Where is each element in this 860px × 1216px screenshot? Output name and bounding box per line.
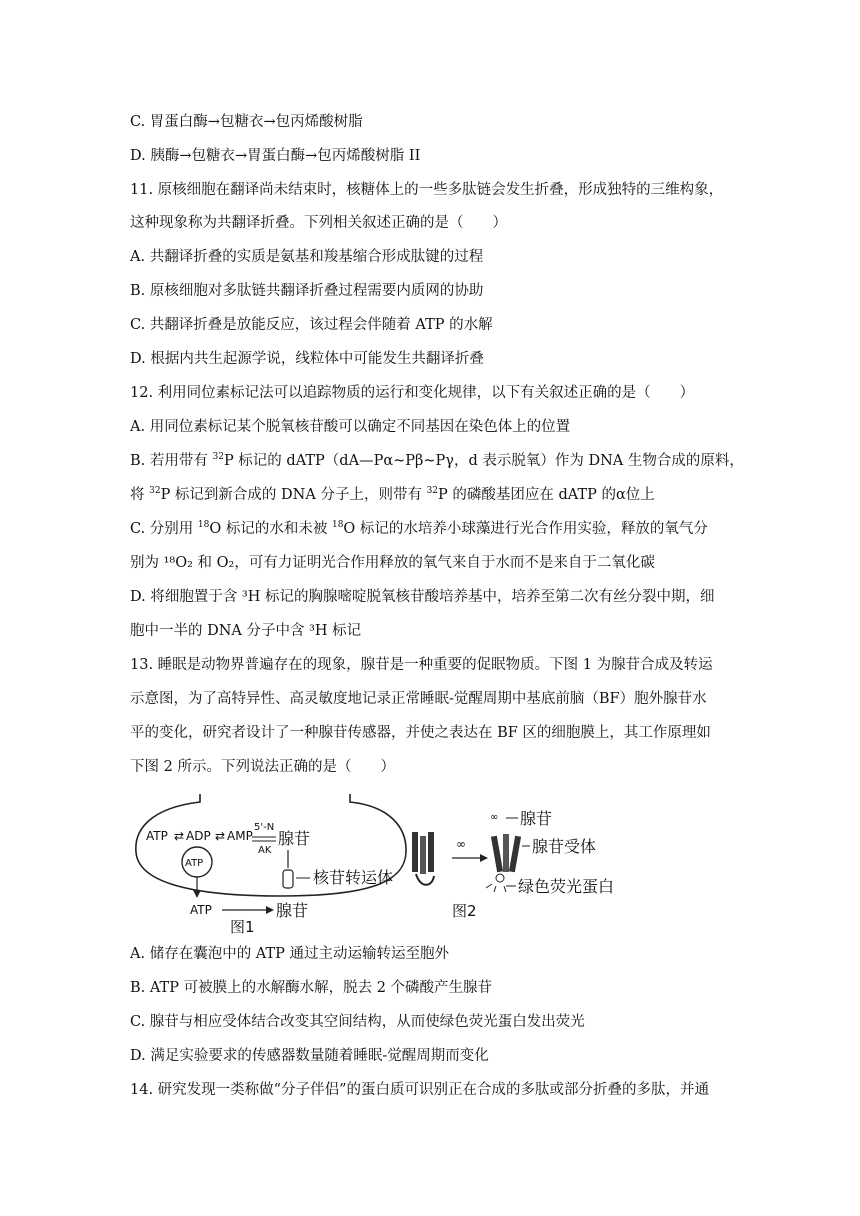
transporter-shape	[283, 870, 293, 888]
question-13-stem-cont1: 示意图，为了高特异性、高灵敏度地记录正常睡眠-觉醒周期中基底前脑（BF）胞外腺苷水	[130, 691, 707, 707]
text-fragment: C. 分别用	[130, 521, 198, 537]
adenosine-small-molecule: ∞	[490, 812, 499, 823]
isotope-p32: $^{32}$P	[149, 486, 171, 503]
arrow-atp-adp: ⇄	[174, 829, 185, 843]
text-fragment: 标记的水培养小球藻进行光合作用实验，释放的氧气分	[355, 521, 708, 537]
question-13-stem-cont3: 下图 2 所示。下列说法正确的是（ ）	[130, 759, 395, 775]
amp-label: AMP	[227, 829, 253, 843]
adp-label: ADP	[186, 829, 211, 843]
text-fragment: 标记到新合成的 DNA 分子上，则带有	[170, 487, 427, 503]
question-13-option-a: A. 储存在囊泡中的 ATP 通过主动运输转运至胞外	[130, 946, 450, 962]
adenosine-molecules: ∞	[456, 837, 466, 851]
question-12-stem: 12. 利用同位素标记法可以追踪物质的运行和变化规律，以下有关叙述正确的是（ ）	[130, 385, 695, 401]
question-11-stem-cont: 这种现象称为共翻译折叠。下列相关叙述正确的是（ ）	[130, 215, 507, 231]
question-13-option-c: C. 腺苷与相应受体结合改变其空间结构，从而使绿色荧光蛋白发出荧光	[130, 1014, 585, 1030]
text-fragment: 的磷酸基团应在 dATP 的α位上	[447, 487, 655, 503]
gfp-label: 绿色荧光蛋白	[518, 877, 615, 896]
question-11-option-b: B. 原核细胞对多肽链共翻译折叠过程需要内质网的协助	[130, 283, 484, 299]
arrow-adp-amp: ⇄	[215, 829, 226, 843]
figure-2-caption: 图2	[452, 902, 477, 920]
vesicle-atp-label: ATP	[185, 858, 204, 869]
question-11-option-d: D. 根据内共生起源学说，线粒体中可能发生共翻译折叠	[130, 351, 484, 367]
adenosine-outside-label: 腺苷	[276, 901, 309, 920]
text-fragment: 标记的 dATP（dA—Pα~Pβ~Pγ，d 表示脱氧）作为 DNA 生物合成的原料，	[233, 453, 744, 469]
question-13-option-d: D. 满足实验要求的传感器数量随着睡眠-觉醒周期而变化	[130, 1048, 489, 1064]
text-fragment: B. 若用带有	[130, 453, 213, 469]
sensor-bound	[486, 834, 521, 892]
isotope-o18: $^{18}$O	[197, 520, 222, 537]
question-11-stem: 11. 原核细胞在翻译尚未结束时，核糖体上的一些多肽链会发生折叠，形成独特的三维构象，	[130, 182, 724, 198]
figure-1-caption: 图1	[230, 918, 255, 936]
question-11-option-a: A. 共翻译折叠的实质是氨基和羧基缩合形成肽键的过程	[130, 249, 484, 265]
atp-outside-label: ATP	[190, 903, 212, 917]
isotope-p32: $^{32}$P	[212, 452, 234, 469]
isotope-o18: $^{18}$O	[331, 520, 356, 537]
receptor-label: 腺苷受体	[532, 837, 597, 856]
question-12-option-b-line2	[130, 485, 655, 505]
question-13-stem: 13. 睡眠是动物界普遍存在的现象，腺苷是一种重要的促眠物质。下图 1 为腺苷合成及转运	[130, 657, 713, 673]
arrowhead	[266, 906, 274, 914]
question-12-option-a: A. 用同位素标记某个脱氧核苷酸可以确定不同基因在染色体上的位置	[130, 419, 571, 435]
option-d-prev: D. 胰酶→包糖衣→胃蛋白酶→包丙烯酸树脂 II	[130, 148, 421, 164]
sensor-unbound	[412, 832, 434, 885]
figure-2-adenosine-label: 腺苷	[520, 809, 553, 828]
text-fragment: 将	[130, 487, 150, 503]
question-12-option-d-line2: 胞中一半的 DNA 分子中含 ³H 标记	[130, 623, 362, 639]
enzyme-5n-label: 5'-N	[254, 822, 275, 833]
adenosine-figure	[130, 790, 630, 940]
isotope-p32: $^{32}$P	[426, 486, 448, 503]
adenosine-inside-label: 腺苷	[278, 829, 311, 848]
question-13-option-b: B. ATP 可被膜上的水解酶水解，脱去 2 个磷酸产生腺苷	[130, 980, 493, 996]
question-13-stem-cont2: 平的变化，研究者设计了一种腺苷传感器，并使之表达在 BF 区的细胞膜上，其工作原理如	[130, 725, 711, 741]
question-12-option-c-line2: 别为 ¹⁸O₂ 和 O₂，可有力证明光合作用释放的氧气来自于水而不是来自于二氧化碳	[130, 555, 655, 571]
arrowhead	[480, 854, 488, 862]
ak-label: AK	[258, 845, 272, 856]
question-12-option-d-line1: D. 将细胞置于含 ³H 标记的胸腺嘧啶脱氧核苷酸培养基中，培养至第二次有丝分裂中期，细	[130, 589, 715, 605]
option-c-prev: C. 胃蛋白酶→包糖衣→包丙烯酸树脂	[130, 114, 363, 130]
text-fragment: 标记的水和未被	[221, 521, 332, 537]
question-14-stem: 14. 研究发现一类称做“分子伴侣”的蛋白质可识别正在合成的多肽或部分折叠的多肽，并通	[130, 1082, 709, 1098]
question-12-option-c-line1	[130, 519, 708, 539]
atp-label: ATP	[146, 829, 168, 843]
arrowhead	[193, 890, 201, 898]
question-11-option-c: C. 共翻译折叠是放能反应，该过程会伴随着 ATP 的水解	[130, 317, 493, 333]
transporter-label: 核苷转运体	[313, 868, 394, 887]
question-12-option-b-line1	[130, 451, 744, 471]
